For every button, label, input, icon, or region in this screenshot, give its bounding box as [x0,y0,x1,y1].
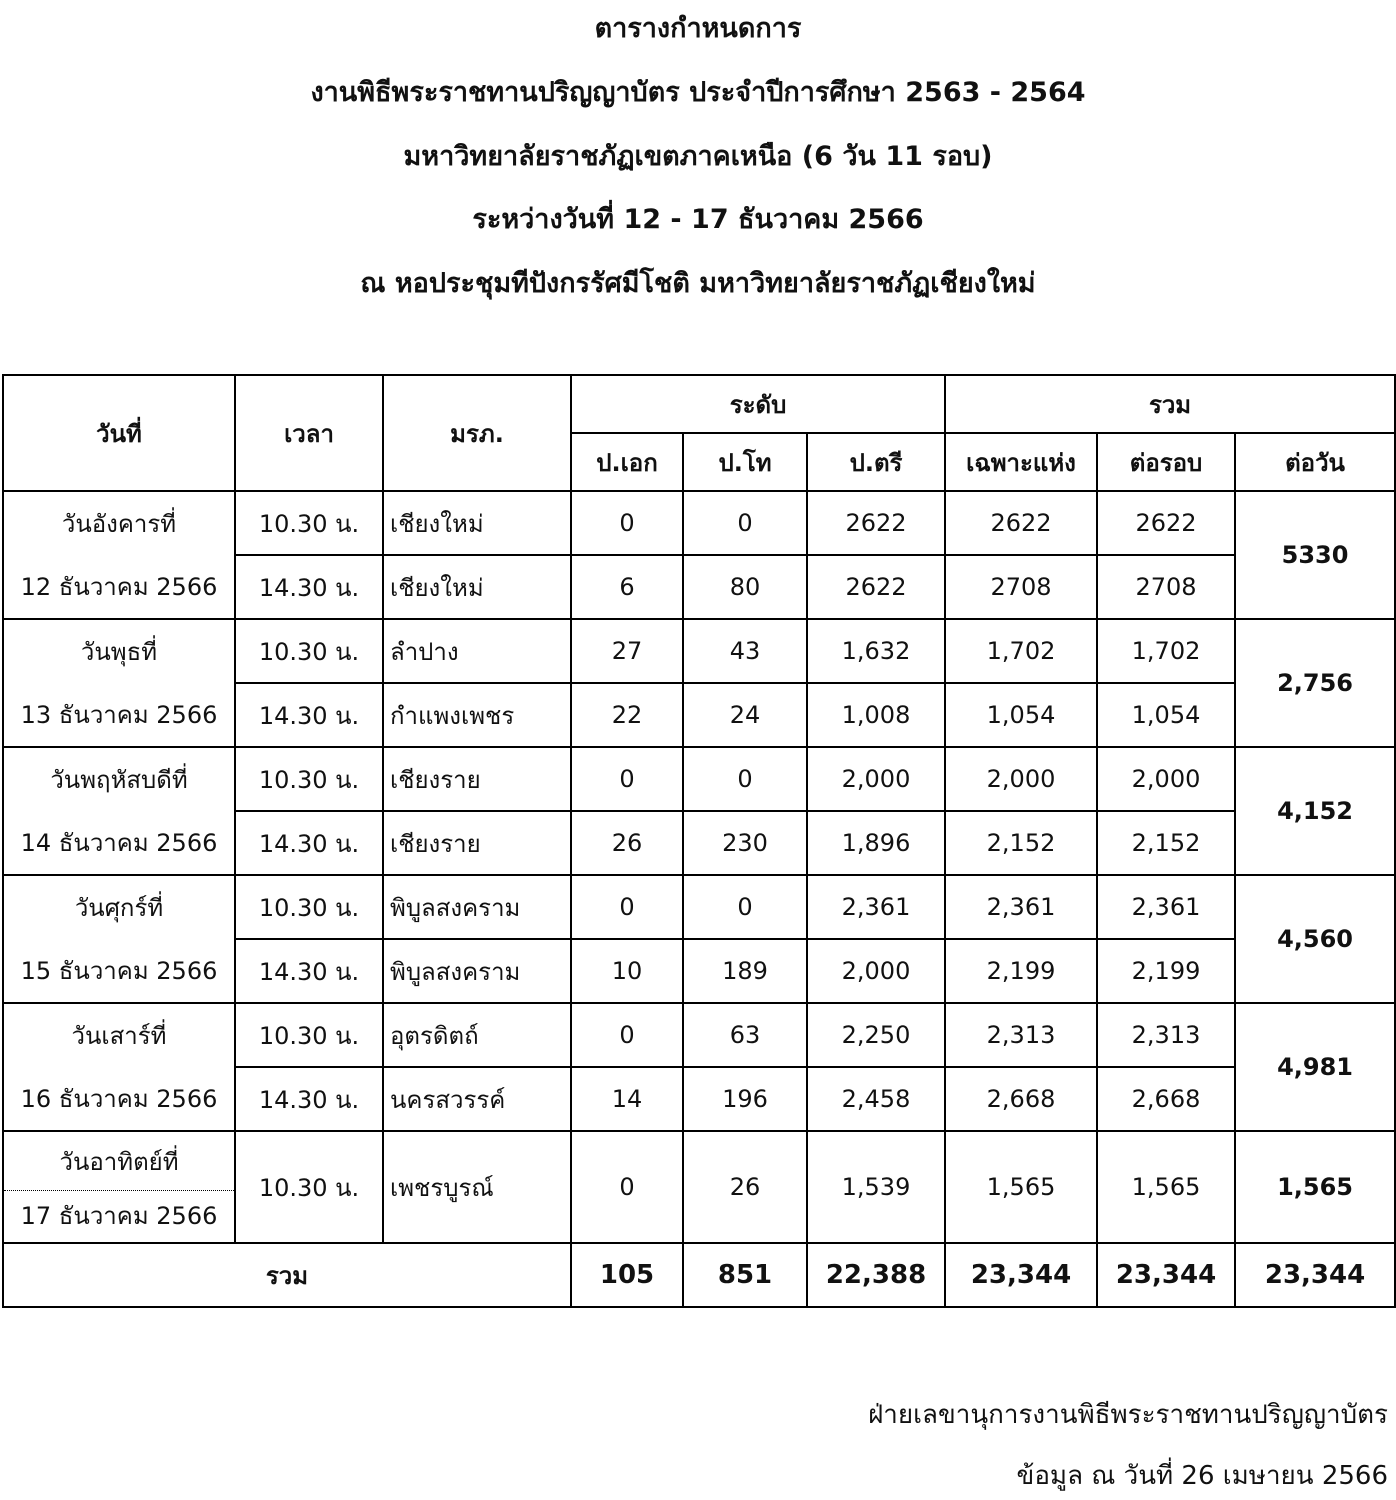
phd-cell: 6 [571,555,683,619]
day-date: 17 ธันวาคม 2566 [20,1201,218,1230]
bachelor-cell: 1,539 [807,1131,945,1243]
phd-cell: 27 [571,619,683,683]
day-cell [3,1131,235,1243]
per-place-cell: 2,199 [945,939,1097,1003]
total-per-day: 23,344 [1235,1243,1395,1307]
total-phd: 105 [571,1243,683,1307]
per-round-cell: 1,565 [1097,1131,1235,1243]
bachelor-cell: 2,458 [807,1067,945,1131]
university-cell: อุตรดิตถ์ [383,1003,571,1067]
table-row [3,683,1395,747]
total-per-place: 23,344 [945,1243,1097,1307]
table-row [3,1003,1395,1067]
university-cell: เพชรบูรณ์ [383,1131,571,1243]
day-date: 13 ธันวาคม 2566 [3,683,235,747]
per-round-cell: 2,199 [1097,939,1235,1003]
per-round-cell: 2622 [1097,491,1235,555]
time-cell: 14.30 น. [235,555,383,619]
per-place-cell: 1,565 [945,1131,1097,1243]
per-day-cell: 4,152 [1235,747,1395,875]
phd-cell: 0 [571,491,683,555]
table-row [3,1131,1395,1243]
university-cell: พิบูลสงคราม [383,939,571,1003]
header-university: มรภ. [383,375,571,491]
time-cell: 10.30 น. [235,747,383,811]
ceremony-title: งานพิธีพระราชทานปริญญาบัตร ประจำปีการศึกษา 2563 - 2564 [310,77,1086,108]
total-bachelor: 22,388 [807,1243,945,1307]
per-day-cell: 1,565 [1235,1131,1395,1243]
bachelor-cell: 1,632 [807,619,945,683]
per-place-cell: 2708 [945,555,1097,619]
schedule-table [2,374,1396,1308]
master-cell: 189 [683,939,807,1003]
bachelor-cell: 1,008 [807,683,945,747]
university-cell: เชียงใหม่ [383,555,571,619]
university-cell: เชียงใหม่ [383,491,571,555]
header-time: เวลา [235,375,383,491]
header-date: วันที่ [3,375,235,491]
phd-cell: 0 [571,1003,683,1067]
table-row [3,875,1395,939]
per-place-cell: 1,702 [945,619,1097,683]
master-cell: 43 [683,619,807,683]
per-day-cell: 4,981 [1235,1003,1395,1131]
bachelor-cell: 2,000 [807,747,945,811]
per-day-cell: 5330 [1235,491,1395,619]
header-level: ระดับ [571,375,945,433]
table-row [3,491,1395,555]
per-day-cell: 4,560 [1235,875,1395,1003]
per-place-cell: 2,152 [945,811,1097,875]
per-round-cell: 2,000 [1097,747,1235,811]
table-row [3,555,1395,619]
master-cell: 24 [683,683,807,747]
master-cell: 0 [683,875,807,939]
header-per-round: ต่อรอบ [1097,433,1235,491]
time-cell: 14.30 น. [235,811,383,875]
header-phd: ป.เอก [571,433,683,491]
per-round-cell: 2,313 [1097,1003,1235,1067]
header-total: รวม [945,375,1395,433]
per-place-cell: 1,054 [945,683,1097,747]
venue-title: ณ หอประชุมทีปังกรรัศมีโชติ มหาวิทยาลัยราชภัฏเชียงใหม่ [360,268,1036,299]
time-cell: 14.30 น. [235,939,383,1003]
total-master: 851 [683,1243,807,1307]
date-range-title: ระหว่างวันที่ 12 - 17 ธันวาคม 2566 [472,204,924,235]
master-cell: 26 [683,1131,807,1243]
table-row [3,811,1395,875]
bachelor-cell: 2,361 [807,875,945,939]
total-per-round: 23,344 [1097,1243,1235,1307]
per-place-cell: 2622 [945,491,1097,555]
per-round-cell: 2708 [1097,555,1235,619]
day-date: 12 ธันวาคม 2566 [3,555,235,619]
university-cell: นครสวรรค์ [383,1067,571,1131]
university-cell: เชียงราย [383,811,571,875]
university-cell: ลำปาง [383,619,571,683]
header-per-day: ต่อวัน [1235,433,1395,491]
day-name: วันเสาร์ที่ [3,1003,235,1067]
phd-cell: 0 [571,875,683,939]
header-per-place: เฉพาะแห่ง [945,433,1097,491]
phd-cell: 22 [571,683,683,747]
university-cell: กำแพงเพชร [383,683,571,747]
master-cell: 196 [683,1067,807,1131]
phd-cell: 14 [571,1067,683,1131]
day-name: วันศุกร์ที่ [3,875,235,939]
footer-data-date: ข้อมูล ณ วันที่ 26 เมษายน 2566 [1016,1461,1388,1491]
phd-cell: 10 [571,939,683,1003]
master-cell: 80 [683,555,807,619]
day-date: 14 ธันวาคม 2566 [3,811,235,875]
university-cell: เชียงราย [383,747,571,811]
master-cell: 0 [683,491,807,555]
bachelor-cell: 1,896 [807,811,945,875]
phd-cell: 0 [571,747,683,811]
time-cell: 10.30 น. [235,491,383,555]
header-master: ป.โท [683,433,807,491]
table-row [3,619,1395,683]
time-cell: 10.30 น. [235,1003,383,1067]
bachelor-cell: 2622 [807,491,945,555]
per-round-cell: 2,668 [1097,1067,1235,1131]
day-name: วันอาทิตย์ที่ [4,1134,234,1191]
master-cell: 0 [683,747,807,811]
phd-cell: 0 [571,1131,683,1243]
table-row [3,747,1395,811]
day-date: 16 ธันวาคม 2566 [3,1067,235,1131]
per-place-cell: 2,313 [945,1003,1097,1067]
bachelor-cell: 2622 [807,555,945,619]
per-place-cell: 2,000 [945,747,1097,811]
day-name: วันพฤหัสบดีที่ [3,747,235,811]
university-group-title: มหาวิทยาลัยราชภัฏเขตภาคเหนือ (6 วัน 11 รอบ) [403,141,993,172]
per-place-cell: 2,361 [945,875,1097,939]
totals-row [3,1243,1395,1307]
footer-secretariat: ฝ่ายเลขานุการงานพิธีพระราชทานปริญญาบัตร [868,1400,1388,1430]
bachelor-cell: 2,250 [807,1003,945,1067]
header-bachelor: ป.ตรี [807,433,945,491]
table-row [3,939,1395,1003]
university-cell: พิบูลสงคราม [383,875,571,939]
time-cell: 14.30 น. [235,683,383,747]
time-cell: 14.30 น. [235,1067,383,1131]
time-cell: 10.30 น. [235,1131,383,1243]
per-place-cell: 2,668 [945,1067,1097,1131]
time-cell: 10.30 น. [235,875,383,939]
day-name: วันพุธที่ [3,619,235,683]
document-title: ตารางกำหนดการ [594,13,802,44]
per-round-cell: 2,361 [1097,875,1235,939]
day-date: 15 ธันวาคม 2566 [3,939,235,1003]
bachelor-cell: 2,000 [807,939,945,1003]
totals-label: รวม [3,1243,571,1307]
header-row-1 [3,375,1395,433]
master-cell: 230 [683,811,807,875]
phd-cell: 26 [571,811,683,875]
master-cell: 63 [683,1003,807,1067]
table-row [3,1067,1395,1131]
per-round-cell: 1,702 [1097,619,1235,683]
per-round-cell: 1,054 [1097,683,1235,747]
per-day-cell: 2,756 [1235,619,1395,747]
per-round-cell: 2,152 [1097,811,1235,875]
day-name: วันอังคารที่ [3,491,235,555]
time-cell: 10.30 น. [235,619,383,683]
